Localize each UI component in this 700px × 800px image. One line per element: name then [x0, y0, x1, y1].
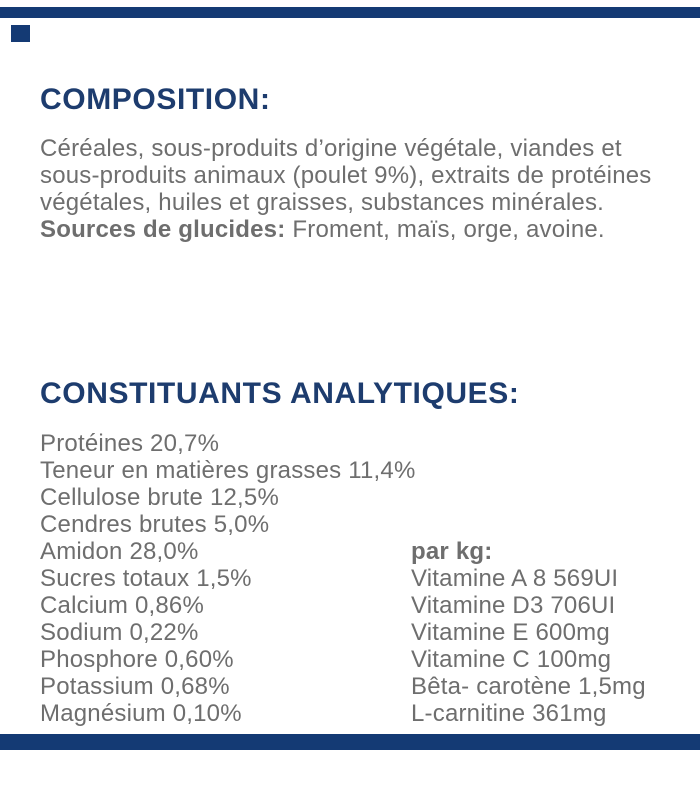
composition-line: Céréales, sous-produits d’origine végétale, viandes et [40, 135, 622, 162]
analyte-row: Magnésium 0,10% [40, 700, 242, 727]
top-accent-bar [0, 7, 700, 18]
carb-sources-value: Froment, maïs, orge, avoine. [292, 216, 605, 243]
analyte-row: Potassium 0,68% [40, 673, 230, 700]
analyte-row: Calcium 0,86% [40, 592, 205, 619]
composition-line: végétales, huiles et graisses, substances minérales. [40, 189, 605, 216]
analytics-heading: CONSTITUANTS ANALYTIQUES: [40, 377, 520, 410]
corner-accent-square [11, 25, 30, 42]
per-kg-column [411, 538, 646, 727]
analyte-list [40, 430, 415, 727]
carb-sources-label: Sources de glucides: [40, 216, 286, 243]
analyte-row: Cendres brutes 5,0% [40, 511, 270, 538]
composition-paragraph [40, 135, 652, 243]
analyte-row: Cellulose brute 12,5% [40, 484, 280, 511]
vitamin-row: Bêta- carotène 1,5mg [411, 673, 646, 700]
vitamin-row: Vitamine C 100mg [411, 646, 612, 673]
vitamin-row: Vitamine A 8 569UI [411, 565, 619, 592]
analyte-row: Sodium 0,22% [40, 619, 199, 646]
vitamin-row: Vitamine D3 706UI [411, 592, 616, 619]
vitamin-row: L-carnitine 361mg [411, 700, 607, 727]
analyte-row: Protéines 20,7% [40, 430, 220, 457]
vitamin-row: Vitamine E 600mg [411, 619, 610, 646]
analyte-row: Phosphore 0,60% [40, 646, 234, 673]
composition-line: sous-produits animaux (poulet 9%), extraits de protéines [40, 162, 652, 189]
analyte-row: Teneur en matières grasses 11,4% [40, 457, 416, 484]
bottom-accent-bar [0, 734, 700, 750]
analyte-row: Amidon 28,0% [40, 538, 199, 565]
carb-sources-line [40, 216, 652, 243]
per-kg-label: par kg: [411, 538, 493, 565]
analyte-row: Sucres totaux 1,5% [40, 565, 252, 592]
composition-heading: COMPOSITION: [40, 83, 271, 116]
